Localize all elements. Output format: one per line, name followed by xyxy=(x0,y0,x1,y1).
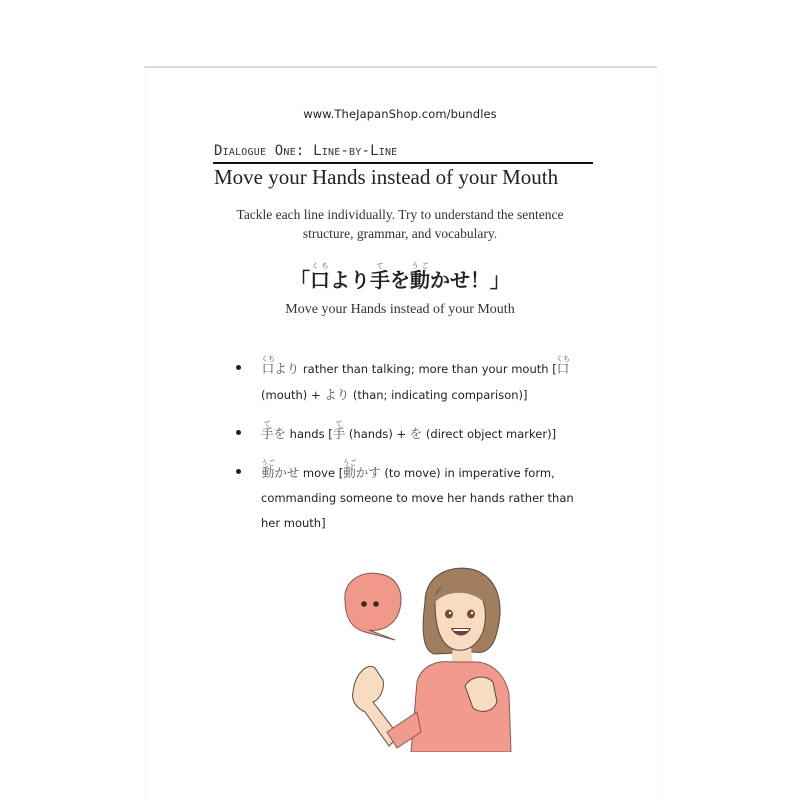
bullet-icon xyxy=(236,469,241,474)
bullet-icon xyxy=(236,365,241,370)
speech-bubble-icon xyxy=(345,573,401,640)
ruby-te: 手て xyxy=(370,262,390,292)
kana-yori: より xyxy=(330,268,370,292)
header-url: www.TheJapanShop.com/bundles xyxy=(303,107,497,121)
kana-wo: を xyxy=(390,268,410,292)
section-label: Dialogue One: Line-by-Line xyxy=(214,143,398,159)
page-title: Move your Hands instead of your Mouth xyxy=(214,165,559,189)
japanese-sentence xyxy=(0,262,800,293)
instructions-line-1: Tackle each line individually. Try to understand the sentence xyxy=(236,207,564,222)
open-bracket: 「 xyxy=(290,268,310,292)
heading-divider xyxy=(213,162,593,164)
page-top-edge xyxy=(144,66,657,68)
kana-kase: かせ！ xyxy=(430,268,490,292)
ruby-ugo: 動うご xyxy=(410,262,430,292)
bullet-icon xyxy=(236,430,241,435)
ruby-kuchi: 口くち xyxy=(310,262,330,292)
vocab-item-tewo: 手てを hands [手て (hands) + を (direct object marker)] xyxy=(232,420,592,447)
vocab-item-kuchiyori: 口くちより rather than talking; more than your mouth [口くち (mouth) + より (than; indicating comparison)] xyxy=(232,355,592,408)
sentence-translation: Move your Hands instead of your Mouth xyxy=(285,302,515,317)
woman-talking-illustration xyxy=(325,562,525,752)
instructions-text xyxy=(200,205,600,243)
instructions-line-2: structure, grammar, and vocabulary. xyxy=(302,226,498,241)
vocabulary-list xyxy=(232,355,592,548)
close-bracket: 」 xyxy=(490,268,510,292)
vocab-item-ugokase: 動うごかせ move [動うごかす (to move) in imperative form, commanding someone to move her hands rather than her mouth] xyxy=(232,459,592,536)
